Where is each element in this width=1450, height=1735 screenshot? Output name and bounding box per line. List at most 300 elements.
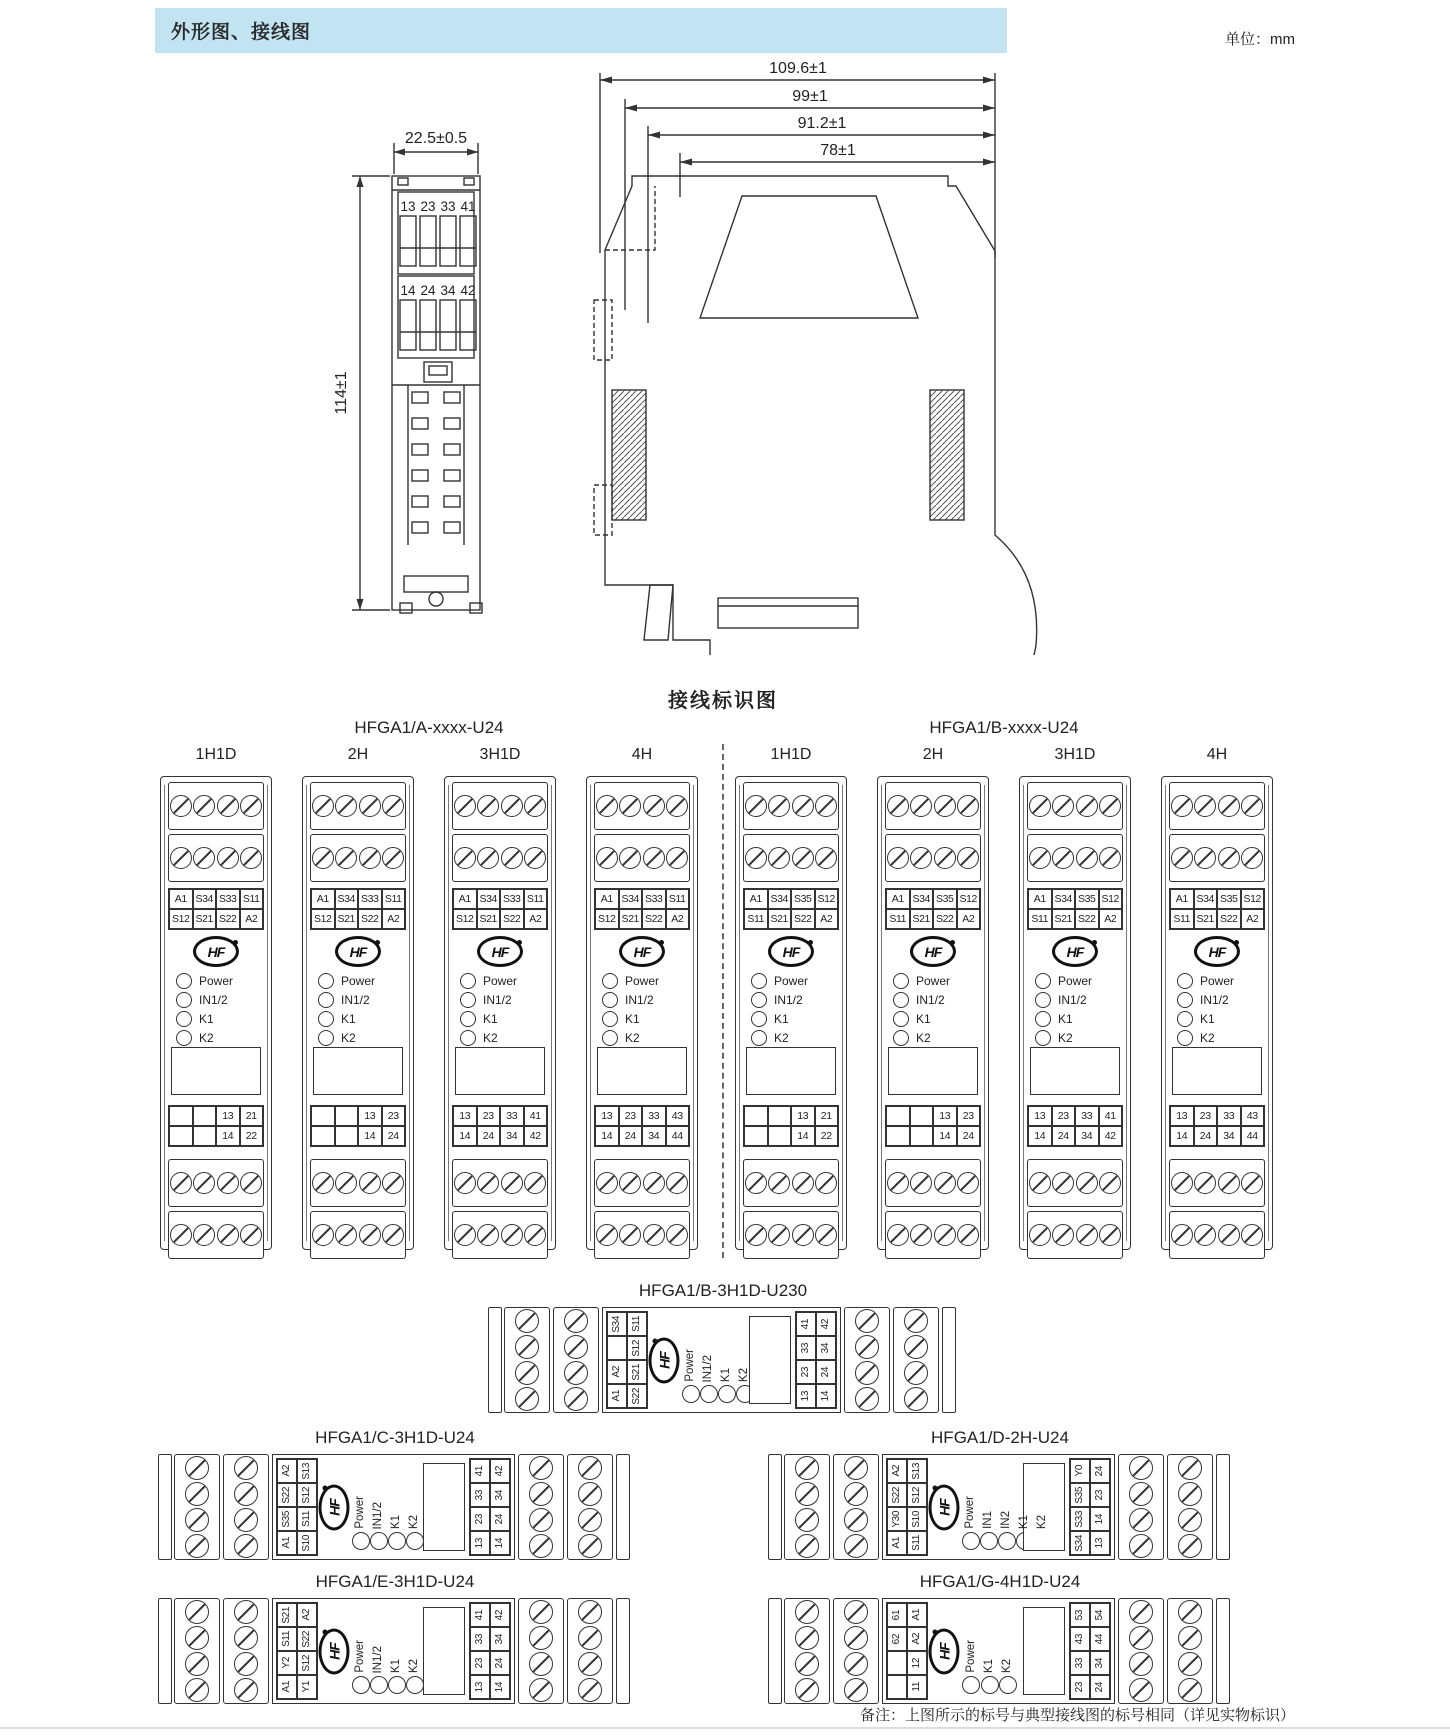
- led-indicator: [1027, 1028, 1123, 1047]
- screw-terminal: [477, 847, 499, 869]
- screw-terminal: [515, 1361, 539, 1385]
- terminal-block: [168, 834, 264, 882]
- led-circle: [893, 973, 909, 989]
- screw-terminal: [666, 795, 688, 817]
- section-title: 外形图、接线图: [171, 22, 312, 43]
- terminal-block: [885, 782, 981, 830]
- screw-terminal: [934, 1224, 956, 1246]
- screw-terminal: [1099, 847, 1121, 869]
- led-circle: [981, 1676, 999, 1694]
- terminal-label-cell: S22: [933, 909, 957, 929]
- screw-terminal: [795, 1482, 819, 1506]
- wiring-module-card: [1019, 746, 1131, 1250]
- contact-label-cell: 13: [470, 1675, 490, 1699]
- screw-terminal: [855, 1387, 879, 1411]
- screw-terminal: [745, 1224, 767, 1246]
- screw-terminal: [1076, 847, 1098, 869]
- module-front-panel: [488, 1307, 958, 1413]
- screw-terminal: [234, 1600, 258, 1624]
- terminal-block: [504, 1307, 550, 1413]
- led-indicator: [452, 990, 548, 1009]
- contact-label-cell: 33: [1070, 1651, 1090, 1675]
- screw-terminal: [170, 1172, 192, 1194]
- contact-label-cell: 41: [470, 1603, 490, 1627]
- unit-label: 单位：mm: [1225, 31, 1295, 48]
- terminal-label-cell: S12: [297, 1483, 317, 1507]
- contact-label-cell: 23: [796, 1360, 816, 1384]
- terminal-label-cell: S22: [358, 909, 382, 929]
- center-panel: [882, 1598, 1115, 1704]
- led-indicator: [452, 971, 548, 990]
- variant-label: 4H: [1206, 746, 1228, 763]
- terminal-block: [452, 1211, 548, 1259]
- contact-label-cell: 23: [957, 1106, 981, 1126]
- module-front-panel: [160, 776, 272, 1250]
- hongfa-logo-text: HF: [619, 936, 665, 967]
- led-indicator: [1169, 990, 1265, 1009]
- screw-terminal: [1052, 1224, 1074, 1246]
- screw-terminal: [795, 1652, 819, 1676]
- screw-terminal: [1241, 795, 1263, 817]
- module-title: HFGA1/C-3H1D-U24: [315, 1428, 475, 1447]
- screw-terminal: [359, 1172, 381, 1194]
- screw-terminal: [1178, 1626, 1202, 1650]
- led-label: K1: [625, 1011, 640, 1026]
- contact-label-cell: 33: [1075, 1106, 1099, 1126]
- led-indicator: [594, 1009, 690, 1028]
- screw-terminal: [312, 847, 334, 869]
- terminal-label-cell: A2: [277, 1459, 297, 1483]
- led-label: Power: [964, 1496, 977, 1529]
- terminal-block: [310, 1211, 406, 1259]
- led-circle: [1035, 1011, 1051, 1027]
- led-circle: [176, 992, 192, 1008]
- contact-label-cell: 21: [815, 1106, 839, 1126]
- contact-label-cell: 13: [933, 1106, 957, 1126]
- variant-label: 2H: [347, 746, 369, 763]
- led-label: K2: [341, 1030, 356, 1045]
- terminal-label-cell: A1: [277, 1675, 297, 1699]
- terminal-label-cell: S21: [910, 909, 934, 929]
- led-label: K2: [1001, 1658, 1013, 1673]
- screw-terminal: [815, 1172, 837, 1194]
- led-label: Power: [1200, 973, 1235, 988]
- terminal-label-cell: S35: [277, 1507, 297, 1531]
- screw-terminal: [217, 1172, 239, 1194]
- terminal-label-cell: S22: [1075, 909, 1099, 929]
- led-indicator: [594, 971, 690, 990]
- contact-label-cell: 43: [666, 1106, 690, 1126]
- screw-terminal: [910, 847, 932, 869]
- led-circle: [602, 992, 618, 1008]
- contact-label-cell: 24: [490, 1507, 510, 1531]
- led-circle: [318, 973, 334, 989]
- end-cap: [616, 1454, 630, 1560]
- led-circle: [1177, 1030, 1193, 1046]
- screw-terminal: [185, 1482, 209, 1506]
- screw-terminal: [957, 1224, 979, 1246]
- led-label: IN1/2: [625, 992, 654, 1007]
- terminal-label-cell: S33: [642, 889, 666, 909]
- contact-label-cell: 13: [1090, 1531, 1110, 1555]
- contact-label-cell: [768, 1126, 792, 1146]
- terminal-label-cell: S34: [619, 889, 643, 909]
- screw-terminal: [596, 847, 618, 869]
- screw-terminal: [312, 1172, 334, 1194]
- terminal-label-cell: S34: [477, 889, 501, 909]
- led-strip: [350, 1458, 419, 1556]
- wiring-module-card: [444, 746, 556, 1250]
- contact-label-cell: [335, 1106, 359, 1126]
- relay-contact-grid: [743, 1105, 839, 1147]
- led-column: [1027, 971, 1123, 1047]
- screw-terminal: [454, 1172, 476, 1194]
- terminal-label-cell: A1: [886, 889, 910, 909]
- relay-contact-grid: [1027, 1105, 1123, 1147]
- terminal-label-cell: S11: [666, 889, 690, 909]
- terminal-label-cell: S22: [277, 1483, 297, 1507]
- center-panel: [272, 1598, 515, 1704]
- screw-terminal: [1099, 795, 1121, 817]
- hongfa-logo-text: HF: [929, 1628, 960, 1674]
- led-indicator: [168, 1009, 264, 1028]
- screw-terminal: [643, 1172, 665, 1194]
- led-circle: [388, 1676, 406, 1694]
- terminal-block: [743, 1159, 839, 1207]
- terminal-label-cell: S22: [216, 909, 240, 929]
- front-terminal-24: 24: [420, 283, 436, 298]
- end-cap: [158, 1454, 172, 1560]
- terminal-block: [518, 1598, 564, 1704]
- terminal-label-cell: A2: [1241, 909, 1265, 929]
- marking-window: [597, 1047, 687, 1095]
- screw-terminal: [855, 1335, 879, 1359]
- contact-label-cell: 24: [477, 1126, 501, 1146]
- led-strip: [960, 1458, 1049, 1556]
- terminal-label-cell: S21: [768, 909, 792, 929]
- led-label: Power: [199, 973, 234, 988]
- terminal-label-cell: S12: [907, 1483, 927, 1507]
- led-indicator: [885, 1028, 981, 1047]
- screw-terminal: [1129, 1456, 1153, 1480]
- screw-terminal: [193, 795, 215, 817]
- screw-terminal: [1218, 795, 1240, 817]
- screw-terminal: [359, 847, 381, 869]
- terminal-label-cell: [607, 1336, 627, 1360]
- led-circle: [751, 1011, 767, 1027]
- screw-terminal: [564, 1387, 588, 1411]
- terminal-label-cell: S35: [1217, 889, 1241, 909]
- terminal-label-cell: S34: [193, 889, 217, 909]
- screw-terminal: [193, 1224, 215, 1246]
- screw-terminal: [1129, 1626, 1153, 1650]
- screw-terminal: [795, 1626, 819, 1650]
- hongfa-logo-text: HF: [1052, 936, 1098, 967]
- led-circle: [980, 1532, 998, 1550]
- contact-label-cell: 23: [382, 1106, 406, 1126]
- terminal-label-cell: S34: [607, 1312, 627, 1336]
- led-indicator: [743, 990, 839, 1009]
- led-circle: [1177, 1011, 1193, 1027]
- hongfa-logo-text: HF: [319, 1628, 350, 1674]
- contact-label-cell: 33: [796, 1336, 816, 1360]
- contact-label-cell: [744, 1126, 768, 1146]
- screw-terminal: [855, 1309, 879, 1333]
- terminal-label-grid: [1169, 888, 1265, 930]
- screw-terminal: [529, 1600, 553, 1624]
- wiring-module-card: [877, 746, 989, 1250]
- screw-terminal: [1218, 847, 1240, 869]
- led-circle: [751, 992, 767, 1008]
- side-dim-overall: 109.6±1: [769, 60, 827, 77]
- contact-label-cell: 41: [796, 1312, 816, 1336]
- terminal-label-cell: S12: [453, 909, 477, 929]
- terminal-label-cell: S22: [887, 1483, 907, 1507]
- relay-contact-grid: [310, 1105, 406, 1147]
- contact-label-cell: [744, 1106, 768, 1126]
- contact-label-cell: 14: [490, 1531, 510, 1555]
- outline-drawings: [150, 55, 1310, 655]
- variant-label: 1H1D: [770, 746, 812, 763]
- contact-label-cell: 24: [382, 1126, 406, 1146]
- led-circle: [893, 992, 909, 1008]
- terminal-label-grid: [885, 888, 981, 930]
- led-circle: [1177, 973, 1193, 989]
- terminal-block: [885, 1211, 981, 1259]
- terminal-label-grid: [606, 1311, 648, 1409]
- terminal-block: [174, 1598, 220, 1704]
- terminal-label-cell: S22: [500, 909, 524, 929]
- screw-terminal: [240, 1172, 262, 1194]
- contact-label-cell: 24: [1090, 1675, 1110, 1699]
- hongfa-logo: [910, 936, 956, 967]
- led-indicator: [682, 1313, 700, 1403]
- terminal-block: [1027, 1159, 1123, 1207]
- section-header-bar: [155, 8, 1007, 53]
- screw-terminal: [815, 795, 837, 817]
- terminal-label-cell: S11: [297, 1507, 317, 1531]
- module-front-panel: [1019, 776, 1131, 1250]
- terminal-label-cell: S35: [1075, 889, 1099, 909]
- screw-terminal: [477, 795, 499, 817]
- terminal-label-cell: [887, 1651, 907, 1675]
- relay-contact-grid: [168, 1105, 264, 1147]
- screw-terminal: [1052, 795, 1074, 817]
- terminal-label-cell: S34: [910, 889, 934, 909]
- screw-terminal: [957, 1172, 979, 1194]
- contact-label-cell: 14: [358, 1126, 382, 1146]
- led-label: IN1/2: [702, 1354, 715, 1382]
- hongfa-logo: [318, 1602, 350, 1700]
- led-indicator: [370, 1604, 388, 1694]
- screw-terminal: [477, 1224, 499, 1246]
- led-circle: [176, 1011, 192, 1027]
- terminal-label-cell: S34: [768, 889, 792, 909]
- terminal-block: [223, 1598, 269, 1704]
- led-column: [168, 971, 264, 1047]
- terminal-label-grid: [276, 1458, 318, 1556]
- led-circle: [1035, 992, 1051, 1008]
- led-indicator: [168, 971, 264, 990]
- led-circle: [388, 1532, 406, 1550]
- contact-label-cell: 23: [477, 1106, 501, 1126]
- contact-label-cell: 14: [490, 1675, 510, 1699]
- terminal-label-cell: A2: [297, 1603, 317, 1627]
- led-label: Power: [354, 1496, 367, 1529]
- contact-label-cell: 14: [1090, 1507, 1110, 1531]
- contact-label-cell: 42: [816, 1312, 836, 1336]
- screw-terminal: [745, 1172, 767, 1194]
- relay-contact-grid: [1069, 1458, 1111, 1556]
- screw-terminal: [910, 1224, 932, 1246]
- contact-label-cell: 14: [216, 1126, 240, 1146]
- screw-terminal: [855, 1361, 879, 1385]
- screw-terminal: [795, 1600, 819, 1624]
- led-strip: [680, 1311, 751, 1409]
- terminal-block: [1118, 1598, 1164, 1704]
- terminal-block: [1169, 1159, 1265, 1207]
- led-circle: [751, 1030, 767, 1046]
- led-label: K2: [483, 1030, 498, 1045]
- terminal-block: [844, 1307, 890, 1413]
- terminal-label-cell: 12: [907, 1651, 927, 1675]
- screw-terminal: [795, 1534, 819, 1558]
- terminal-label-cell: A1: [1170, 889, 1194, 909]
- module-c-3h1d-u24: [158, 1428, 632, 1560]
- screw-terminal: [193, 1172, 215, 1194]
- led-circle: [718, 1385, 736, 1403]
- led-label: Power: [774, 973, 809, 988]
- led-label: IN1/2: [199, 992, 228, 1007]
- wiring-module-card: [160, 746, 272, 1250]
- terminal-block: [1027, 834, 1123, 882]
- led-indicator: [999, 1604, 1017, 1694]
- terminal-label-cell: A1: [907, 1603, 927, 1627]
- terminal-label-cell: A2: [887, 1459, 907, 1483]
- led-label: K1: [199, 1011, 214, 1026]
- screw-terminal: [501, 1224, 523, 1246]
- screw-terminal: [934, 1172, 956, 1194]
- terminal-block: [893, 1307, 939, 1413]
- led-indicator: [885, 971, 981, 990]
- terminal-label-grid: [452, 888, 548, 930]
- terminal-block: [594, 782, 690, 830]
- led-indicator: [962, 1604, 980, 1694]
- module-d-2h-u24: [768, 1428, 1232, 1560]
- led-label: K2: [1036, 1514, 1049, 1529]
- screw-terminal: [529, 1482, 553, 1506]
- hongfa-logo-text: HF: [910, 936, 956, 967]
- hongfa-logo-text: HF: [768, 936, 814, 967]
- contact-label-cell: 42: [524, 1126, 548, 1146]
- led-column: [594, 971, 690, 1047]
- terminal-label-cell: S22: [297, 1627, 317, 1651]
- led-indicator: [743, 1028, 839, 1047]
- screw-terminal: [666, 1172, 688, 1194]
- screw-terminal: [619, 1172, 641, 1194]
- screw-terminal: [1178, 1678, 1202, 1702]
- contact-label-cell: 13: [358, 1106, 382, 1126]
- terminal-label-cell: A1: [595, 889, 619, 909]
- terminal-label-cell: S21: [193, 909, 217, 929]
- screw-terminal: [887, 795, 909, 817]
- front-terminal-13: 13: [400, 199, 416, 214]
- led-indicator: [310, 990, 406, 1009]
- marking-window: [313, 1047, 403, 1095]
- screw-terminal: [768, 847, 790, 869]
- screw-terminal: [619, 1224, 641, 1246]
- led-label: K2: [1058, 1030, 1073, 1045]
- screw-terminal: [359, 1224, 381, 1246]
- terminal-label-cell: S10: [907, 1507, 927, 1531]
- led-indicator: [700, 1313, 718, 1403]
- screw-terminal: [643, 847, 665, 869]
- contact-label-cell: 34: [490, 1483, 510, 1507]
- contact-label-cell: Y0: [1070, 1459, 1090, 1483]
- marking-window: [423, 1607, 465, 1695]
- led-circle: [893, 1030, 909, 1046]
- led-circle: [460, 992, 476, 1008]
- led-label: Power: [1058, 973, 1093, 988]
- screw-terminal: [529, 1534, 553, 1558]
- screw-terminal: [185, 1626, 209, 1650]
- screw-terminal: [844, 1482, 868, 1506]
- group-b-title: HFGA1/B-xxxx-U24: [929, 718, 1079, 737]
- variant-label: 3H1D: [1054, 746, 1096, 763]
- side-dim-3: 91.2±1: [797, 115, 847, 132]
- relay-contact-grid: [594, 1105, 690, 1147]
- terminal-label-cell: A1: [311, 889, 335, 909]
- screw-terminal: [524, 847, 546, 869]
- bottom-rule: [0, 1727, 1450, 1729]
- terminal-block: [885, 834, 981, 882]
- screw-terminal: [524, 1224, 546, 1246]
- led-circle: [1177, 992, 1193, 1008]
- contact-label-cell: 42: [490, 1459, 510, 1483]
- terminal-block: [833, 1454, 879, 1560]
- led-label: K1: [916, 1011, 931, 1026]
- contact-label-cell: 33: [470, 1483, 490, 1507]
- contact-label-cell: 33: [642, 1106, 666, 1126]
- terminal-label-cell: S11: [524, 889, 548, 909]
- contact-label-cell: 13: [791, 1106, 815, 1126]
- screw-terminal: [578, 1626, 602, 1650]
- screw-terminal: [515, 1387, 539, 1411]
- led-indicator: [1027, 990, 1123, 1009]
- terminal-block: [310, 1159, 406, 1207]
- screw-terminal: [234, 1456, 258, 1480]
- terminal-block: [1167, 1598, 1213, 1704]
- screw-terminal: [185, 1652, 209, 1676]
- terminal-block: [833, 1598, 879, 1704]
- screw-terminal: [792, 847, 814, 869]
- screw-terminal: [515, 1335, 539, 1359]
- screw-terminal: [240, 847, 262, 869]
- module-front-panel: [735, 776, 847, 1250]
- led-indicator: [168, 1028, 264, 1047]
- terminal-label-grid: [743, 888, 839, 930]
- led-circle: [460, 1030, 476, 1046]
- contact-label-cell: [169, 1126, 193, 1146]
- contact-label-cell: 34: [642, 1126, 666, 1146]
- screw-terminal: [312, 1224, 334, 1246]
- screw-terminal: [335, 847, 357, 869]
- hongfa-logo: [768, 936, 814, 967]
- screw-terminal: [1194, 847, 1216, 869]
- terminal-label-cell: S11: [240, 889, 264, 909]
- screw-terminal: [578, 1600, 602, 1624]
- contact-label-cell: [886, 1106, 910, 1126]
